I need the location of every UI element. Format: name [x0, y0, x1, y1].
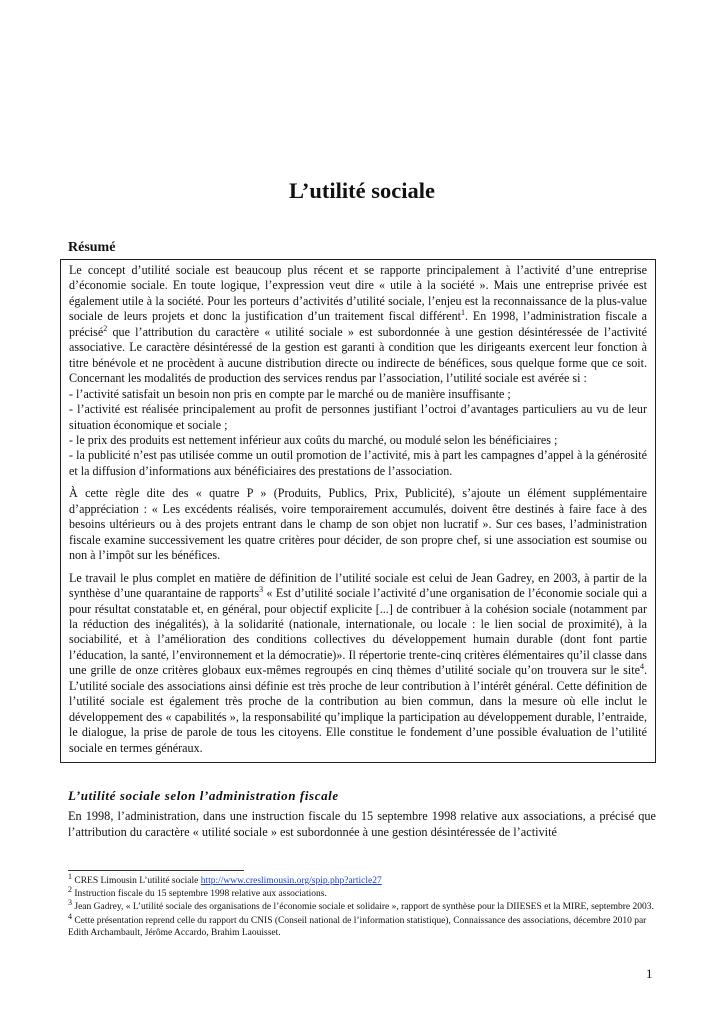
- criteria-item: - l’activité est réalisée principalement au profit de personnes justifiant l’octroi d’avantages particuliers au vu de leur situation économique et sociale ;: [69, 402, 647, 432]
- resume-text-segment: . En 1998, l’administration fiscale a précisé: [69, 309, 648, 339]
- footnote-item: [68, 871, 656, 887]
- footnote-item: [68, 911, 656, 939]
- resume-text-segment: . L’utilité sociale des associations ainsi définie est très proche de leur contribution à l’intérêt général. Cette définition de l’utilité sociale est également très proche de la contribution au bien commun, dans la mesure où elle inclut le développement des « capabilités », la responsabilité qu’implique la participation au développement durable, l’entraide, le dialogue, la prise de parole de tous les citoyens. Elle constitue le fondement d’une possible évaluation de l’utilité sociale en termes généraux.: [69, 663, 647, 755]
- resume-text-segment: Le concept d’utilité sociale est beaucoup plus récent et se rapporte principalement à l’activité d’une entreprise d’économie sociale. En toute logique, l’expression veut dire « utile à la société ». Mais une entreprise privée est également utile à la société. Pour les porteurs d’activités d’utilité sociale, l’enjeu est la reconnaissance de la plus-value sociale de leurs projets et donc la justification d’un traitement fiscal différent: [69, 263, 647, 324]
- footnote-ref-3: 3: [259, 585, 264, 595]
- footnotes: [68, 871, 656, 939]
- criteria-item: - l’activité satisfait un besoin non pris en compte par le marché ou de manière insuffisante ;: [69, 386, 511, 401]
- footnote-text: CRES Limousin L’utilité sociale: [74, 876, 201, 886]
- footnote-ref-4: 4: [639, 662, 644, 672]
- footnote-number: 1: [68, 871, 72, 881]
- resume-paragraph-quatre-p: À cette règle dite des « quatre P » (Produits, Publics, Prix, Publicité), s’ajoute un élément supplémentaire d’appréciation : « Les excédents réalisés, voire temporairement accumulés, doivent être destinés à faire face à des besoins ultérieurs ou à des projets entrant dans le champ de son objet non lucratif ». Sur ces bases, l’administration fiscale examine successivement les quatre critères pour décider, de son propre chef, si une association est soumise ou non à l’impôt sur les bénéfices.: [69, 486, 647, 563]
- resume-text-segment: que l’attribution du caractère « utilité sociale » est subordonnée à une gestion désintéressée de l’activité associative. Le caractère désintéressé de la gestion est garanti à condition que les dirigeants exercent leur fonction à titre bénévole et ne procèdent à aucune distribution directe ou indirecte de bénéfices, sous quelque forme que ce soit. Concernant les modalités de production des services rendus par l’association, l’utilité sociale est avérée si :: [69, 324, 647, 386]
- resume-box: [60, 259, 656, 763]
- page-title: L’utilité sociale: [288, 178, 436, 203]
- criteria-item: - la publicité n’est pas utilisée comme un outil promotion de l’activité, mis à part les campagnes d’appel à la générosité et la diffusion d’informations aux bénéficiaires des prestations de l’association.: [69, 448, 647, 478]
- footnote-number: 3: [68, 898, 72, 908]
- resume-text-segment: Le travail le plus complet en matière de définition de l’utilité sociale est celui de Jean Gadrey, en 2003, à partir de la synthèse d’une quarantaine de rapports: [69, 570, 647, 601]
- footnote-text: Instruction fiscale du 15 septembre 1998 relative aux associations.: [74, 889, 327, 900]
- footnote-divider: [68, 870, 244, 871]
- section-body: En 1998, l’administration, dans une instruction fiscale du 15 septembre 1998 relative aux associations, a précisé que l’attribution du caractère « utilité sociale » est subordonnée à une gestion désintéressée de l’activité: [68, 809, 656, 839]
- resume-paragraph-intro: [69, 263, 647, 479]
- criteria-item: - le prix des produits est nettement inférieur aux coûts du marché, ou modulé selon les bénéficiaires ;: [69, 432, 558, 447]
- footnote-item: [68, 885, 656, 900]
- resume-text-segment: « Est d’utilité sociale l’activité d’une organisation de l’économie sociale qui a pour résultat constatable et, en général, pour objectif explicite [...] de contribuer à la cohésion sociale (notamment par la réduction des inégalités), à la solidarité (nationale, internationale, ou locale : le lien social de proximité), à la sociabilité, et à l’amélioration des conditions collectives du développement humain durable (dont font partie l’éducation, la santé, l’environnement et la démocratie)». Il répertorie trente-cinq critères élémentaires qu’il classe dans une grille de onze critères globaux eux-mêmes regroupés en cinq thèmes d’utilité sociale qu’on trouvera sur le site: [69, 586, 647, 678]
- footnote-number: 2: [68, 885, 72, 895]
- footnote-text: Jean Gadrey, « L’utilité sociale des organisations de l’économie sociale et solidaire », rapport de synthèse pour la DIIESES et la MIRE, septembre 2003.: [74, 902, 654, 913]
- footnote-ref-1: 1: [461, 308, 466, 318]
- footnote-link[interactable]: http://www.creslimousin.org/spip.php?article27: [200, 876, 382, 886]
- resume-heading: Résumé: [68, 240, 116, 255]
- resume-paragraph-gadrey: [69, 571, 647, 756]
- page-number: 1: [646, 966, 653, 981]
- footnote-ref-2: 2: [103, 323, 108, 333]
- footnote-text: Cette présentation reprend celle du rapport du CNIS (Conseil national de l’information statistique), Connaissance des associations, décembre 2010 par Edith Archambault, Jérôme Accardo, Brahim Laouisset.: [68, 915, 647, 938]
- footnote-item: [68, 898, 656, 913]
- footnote-number: 4: [68, 911, 72, 921]
- section-heading: L’utilité sociale selon l’administration fiscale: [68, 788, 339, 803]
